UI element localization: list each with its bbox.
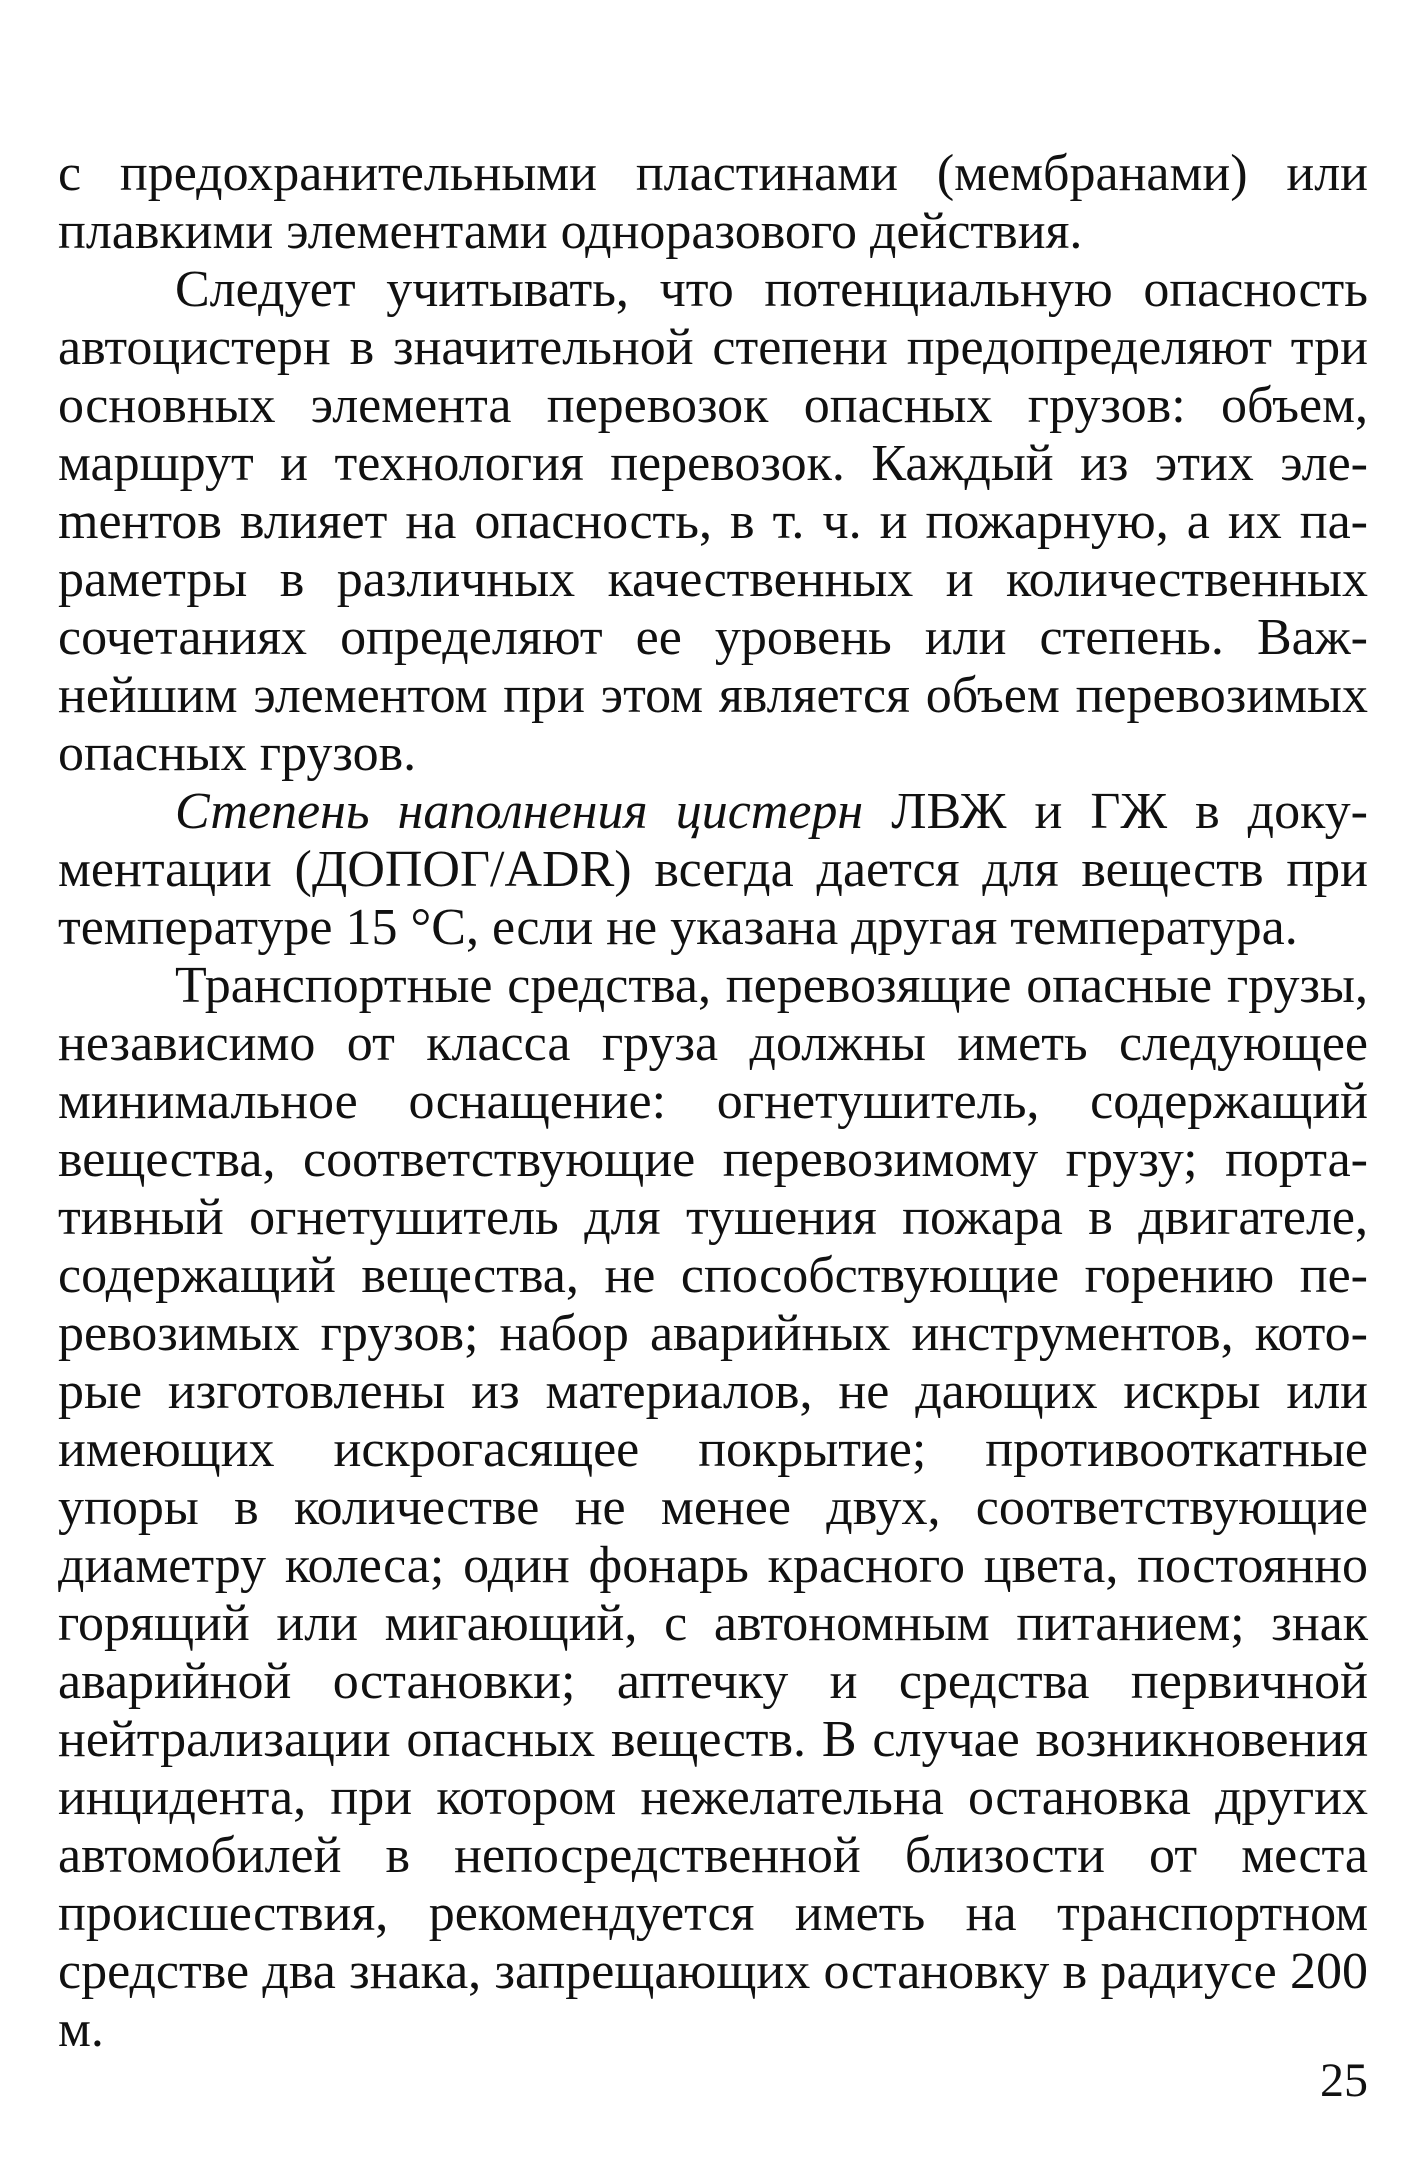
paragraph-3 — [58, 783, 1368, 957]
document-body — [58, 145, 1368, 2059]
paragraph-3-emphasis: Степень наполнения цистерн — [175, 783, 864, 840]
page-number: 25 — [1320, 2054, 1368, 2107]
paragraph-2: Следует учитывать, что потенциальную опасность автоцистерн в значительной степени предопределяют три основных элемента перевозок опасных грузов: объем, маршрут и технология перевозок. Каждый из этих элеmентов влияет на опасность, в т. ч. и пожарную, а их параметры в различных качественных и количественных сочетаниях определяют ее уровень или степень. Важнейшим элементом при этом является объем перевозимых опасных грузов. — [58, 261, 1368, 782]
paragraph-1: с предохранительными пластинами (мембранами) или плавкими элементами одноразового действия. — [58, 145, 1368, 260]
paragraph-4: Транспортные средства, перевозящие опасные грузы, независимо от класса груза должны иметь следующее минимальное оснащение: огнетушитель, содержащий вещества, соответствующие перевозимому грузу; портативный огнетушитель для тушения пожара в двигателе, содержащий вещества, не способствующие горению перевозимых грузов; набор аварийных инструментов, которые изготовлены из материалов, не дающих искры или имеющих искрогасящее покрытие; противооткатные упоры в количестве не менее двух, соответствующие диаметру колеса; один фонарь красного цвета, постоянно горящий или мигающий, с автономным питанием; знак аварийной остановки; аптечку и средства первичной нейтрализации опасных веществ. В случае возникновения инцидента, при котором нежелательна остановка других автомобилей в непосредственной близости от места происшествия, рекомендуется иметь на транспортном средстве два знака, запрещающих остановку в радиусе 200 м. — [58, 957, 1368, 2058]
paragraph-3-text: ЛВЖ и ГЖ в документации (ДОПОГ/ADR) всегда дается для веществ при температуре 15 °С, если не указана другая температура. — [58, 783, 1368, 956]
